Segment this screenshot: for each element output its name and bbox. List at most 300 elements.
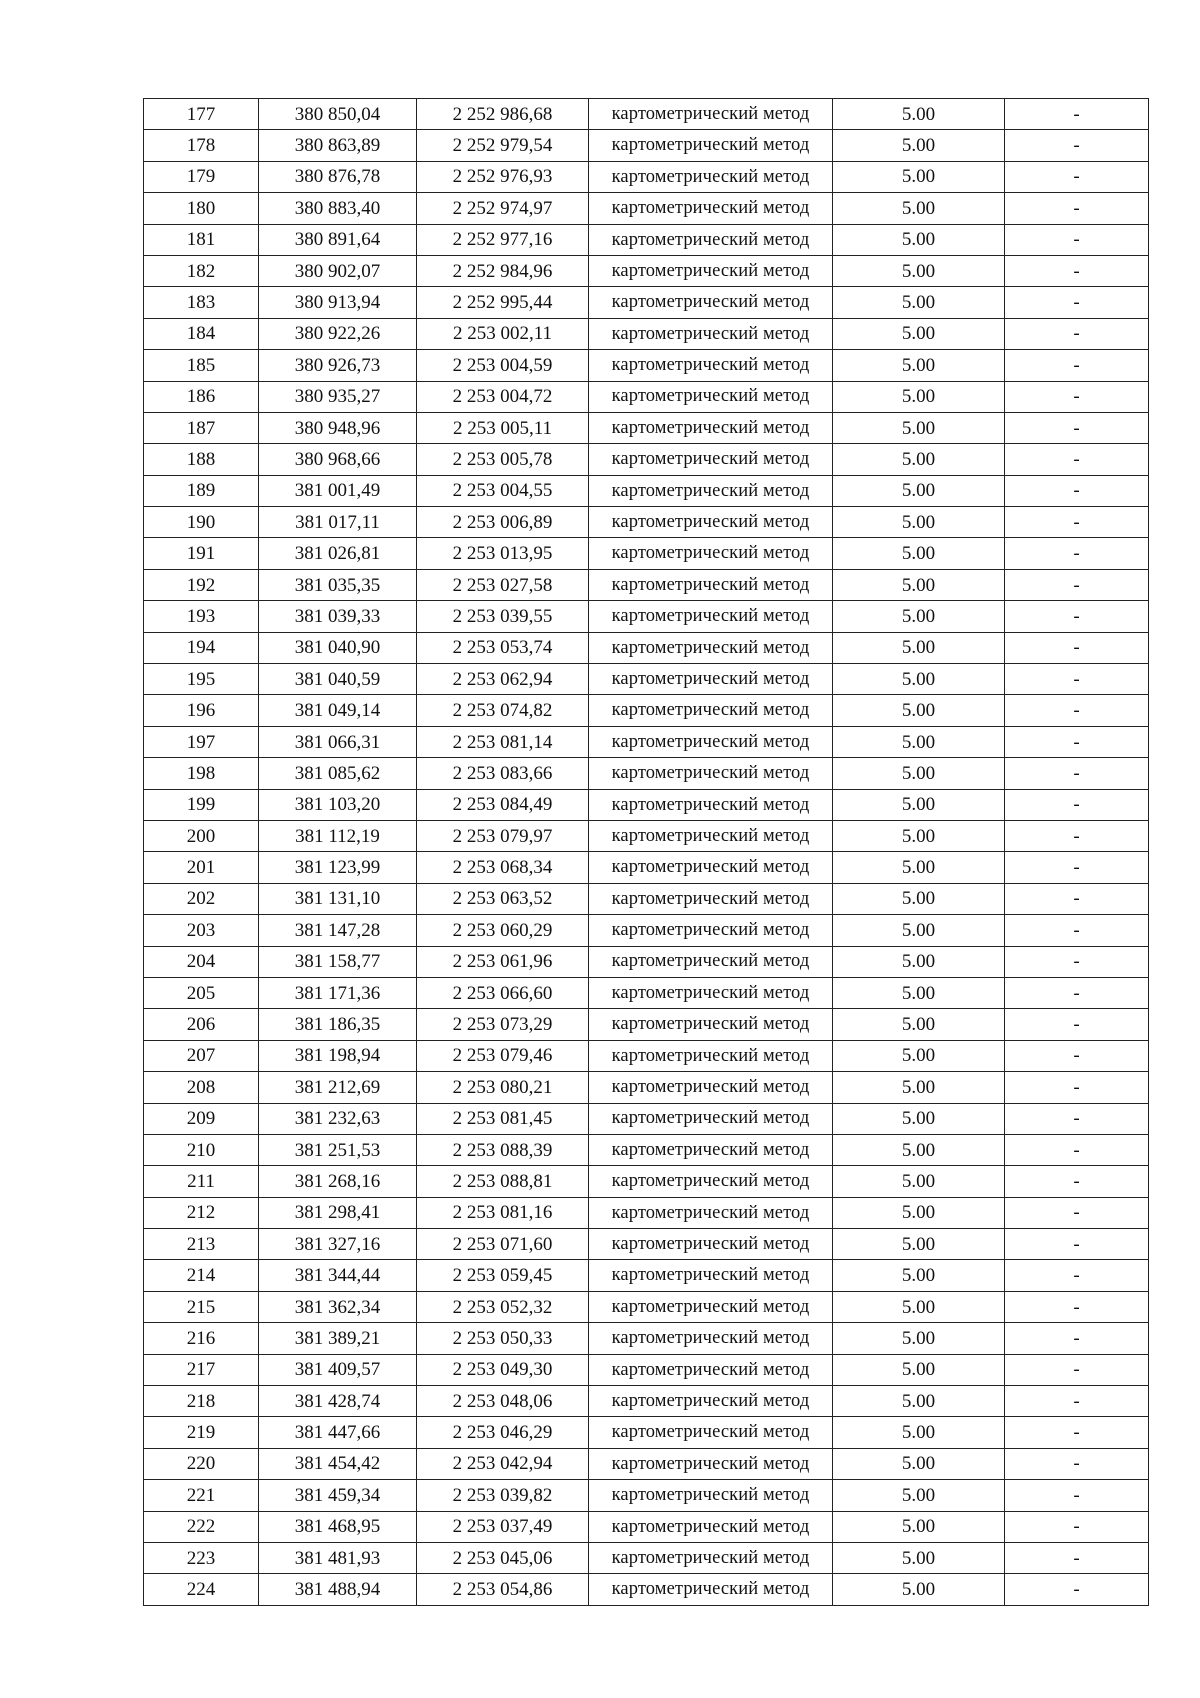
note-cell: -	[1005, 1009, 1149, 1040]
note-cell: -	[1005, 255, 1149, 286]
point-number-cell: 224	[144, 1574, 259, 1605]
accuracy-cell: 5.00	[833, 1197, 1005, 1228]
point-number-cell: 210	[144, 1134, 259, 1165]
x-coordinate-cell: 380 922,26	[259, 318, 417, 349]
x-coordinate-cell: 381 389,21	[259, 1323, 417, 1354]
note-cell: -	[1005, 1166, 1149, 1197]
table-row	[144, 1040, 1149, 1071]
point-number-cell: 199	[144, 789, 259, 820]
x-coordinate-cell: 381 039,33	[259, 601, 417, 632]
y-coordinate-cell: 2 253 080,21	[417, 1072, 589, 1103]
method-cell: картометрический метод	[589, 1040, 833, 1071]
note-cell: -	[1005, 569, 1149, 600]
x-coordinate-cell: 380 891,64	[259, 224, 417, 255]
accuracy-cell: 5.00	[833, 1072, 1005, 1103]
method-cell: картометрический метод	[589, 1197, 833, 1228]
table-row	[144, 1229, 1149, 1260]
table-row	[144, 1386, 1149, 1417]
accuracy-cell: 5.00	[833, 1542, 1005, 1573]
point-number-cell: 208	[144, 1072, 259, 1103]
accuracy-cell: 5.00	[833, 99, 1005, 130]
table-row	[144, 1323, 1149, 1354]
accuracy-cell: 5.00	[833, 224, 1005, 255]
x-coordinate-cell: 380 948,96	[259, 412, 417, 443]
accuracy-cell: 5.00	[833, 569, 1005, 600]
method-cell: картометрический метод	[589, 1166, 833, 1197]
table-row	[144, 1291, 1149, 1322]
note-cell: -	[1005, 444, 1149, 475]
note-cell: -	[1005, 632, 1149, 663]
y-coordinate-cell: 2 253 084,49	[417, 789, 589, 820]
point-number-cell: 184	[144, 318, 259, 349]
accuracy-cell: 5.00	[833, 381, 1005, 412]
table-row	[144, 1260, 1149, 1291]
note-cell: -	[1005, 1574, 1149, 1605]
note-cell: -	[1005, 726, 1149, 757]
point-number-cell: 195	[144, 664, 259, 695]
method-cell: картометрический метод	[589, 1354, 833, 1385]
table-row	[144, 1103, 1149, 1134]
x-coordinate-cell: 381 158,77	[259, 946, 417, 977]
method-cell: картометрический метод	[589, 1134, 833, 1165]
accuracy-cell: 5.00	[833, 1448, 1005, 1479]
accuracy-cell: 5.00	[833, 475, 1005, 506]
note-cell: -	[1005, 287, 1149, 318]
y-coordinate-cell: 2 253 046,29	[417, 1417, 589, 1448]
accuracy-cell: 5.00	[833, 350, 1005, 381]
note-cell: -	[1005, 507, 1149, 538]
table-row	[144, 758, 1149, 789]
y-coordinate-cell: 2 253 081,45	[417, 1103, 589, 1134]
method-cell: картометрический метод	[589, 726, 833, 757]
table-row	[144, 632, 1149, 663]
table-row	[144, 915, 1149, 946]
x-coordinate-cell: 381 066,31	[259, 726, 417, 757]
method-cell: картометрический метод	[589, 789, 833, 820]
table-row	[144, 820, 1149, 851]
method-cell: картометрический метод	[589, 538, 833, 569]
y-coordinate-cell: 2 252 977,16	[417, 224, 589, 255]
accuracy-cell: 5.00	[833, 1417, 1005, 1448]
x-coordinate-cell: 381 147,28	[259, 915, 417, 946]
y-coordinate-cell: 2 252 986,68	[417, 99, 589, 130]
y-coordinate-cell: 2 252 984,96	[417, 255, 589, 286]
x-coordinate-cell: 381 362,34	[259, 1291, 417, 1322]
y-coordinate-cell: 2 253 071,60	[417, 1229, 589, 1260]
point-number-cell: 215	[144, 1291, 259, 1322]
table-row	[144, 1448, 1149, 1479]
accuracy-cell: 5.00	[833, 1103, 1005, 1134]
method-cell: картометрический метод	[589, 977, 833, 1008]
x-coordinate-cell: 381 171,36	[259, 977, 417, 1008]
method-cell: картометрический метод	[589, 695, 833, 726]
x-coordinate-cell: 380 863,89	[259, 130, 417, 161]
accuracy-cell: 5.00	[833, 695, 1005, 726]
table-row	[144, 507, 1149, 538]
y-coordinate-cell: 2 252 995,44	[417, 287, 589, 318]
accuracy-cell: 5.00	[833, 412, 1005, 443]
method-cell: картометрический метод	[589, 915, 833, 946]
method-cell: картометрический метод	[589, 883, 833, 914]
accuracy-cell: 5.00	[833, 758, 1005, 789]
method-cell: картометрический метод	[589, 444, 833, 475]
x-coordinate-cell: 380 926,73	[259, 350, 417, 381]
table-row	[144, 1009, 1149, 1040]
point-number-cell: 209	[144, 1103, 259, 1134]
note-cell: -	[1005, 130, 1149, 161]
table-row	[144, 1542, 1149, 1573]
table-row	[144, 475, 1149, 506]
method-cell: картометрический метод	[589, 130, 833, 161]
note-cell: -	[1005, 224, 1149, 255]
accuracy-cell: 5.00	[833, 255, 1005, 286]
accuracy-cell: 5.00	[833, 193, 1005, 224]
point-number-cell: 188	[144, 444, 259, 475]
accuracy-cell: 5.00	[833, 287, 1005, 318]
x-coordinate-cell: 381 085,62	[259, 758, 417, 789]
table-row	[144, 883, 1149, 914]
y-coordinate-cell: 2 252 979,54	[417, 130, 589, 161]
note-cell: -	[1005, 852, 1149, 883]
point-number-cell: 190	[144, 507, 259, 538]
x-coordinate-cell: 381 268,16	[259, 1166, 417, 1197]
point-number-cell: 214	[144, 1260, 259, 1291]
method-cell: картометрический метод	[589, 1542, 833, 1573]
x-coordinate-cell: 381 409,57	[259, 1354, 417, 1385]
accuracy-cell: 5.00	[833, 820, 1005, 851]
y-coordinate-cell: 2 253 068,34	[417, 852, 589, 883]
method-cell: картометрический метод	[589, 224, 833, 255]
note-cell: -	[1005, 789, 1149, 820]
note-cell: -	[1005, 381, 1149, 412]
y-coordinate-cell: 2 253 002,11	[417, 318, 589, 349]
accuracy-cell: 5.00	[833, 946, 1005, 977]
note-cell: -	[1005, 1323, 1149, 1354]
point-number-cell: 216	[144, 1323, 259, 1354]
coordinates-table	[143, 98, 1149, 1606]
table-row	[144, 255, 1149, 286]
point-number-cell: 204	[144, 946, 259, 977]
accuracy-cell: 5.00	[833, 1166, 1005, 1197]
x-coordinate-cell: 381 454,42	[259, 1448, 417, 1479]
note-cell: -	[1005, 1354, 1149, 1385]
point-number-cell: 203	[144, 915, 259, 946]
method-cell: картометрический метод	[589, 946, 833, 977]
note-cell: -	[1005, 350, 1149, 381]
point-number-cell: 207	[144, 1040, 259, 1071]
point-number-cell: 219	[144, 1417, 259, 1448]
method-cell: картометрический метод	[589, 1072, 833, 1103]
point-number-cell: 222	[144, 1511, 259, 1542]
method-cell: картометрический метод	[589, 255, 833, 286]
table-row	[144, 946, 1149, 977]
note-cell: -	[1005, 1134, 1149, 1165]
method-cell: картометрический метод	[589, 1291, 833, 1322]
table-row	[144, 1072, 1149, 1103]
y-coordinate-cell: 2 253 037,49	[417, 1511, 589, 1542]
table-row	[144, 789, 1149, 820]
y-coordinate-cell: 2 253 066,60	[417, 977, 589, 1008]
x-coordinate-cell: 381 026,81	[259, 538, 417, 569]
table-row	[144, 1480, 1149, 1511]
method-cell: картометрический метод	[589, 820, 833, 851]
y-coordinate-cell: 2 253 005,78	[417, 444, 589, 475]
method-cell: картометрический метод	[589, 507, 833, 538]
x-coordinate-cell: 381 481,93	[259, 1542, 417, 1573]
x-coordinate-cell: 380 935,27	[259, 381, 417, 412]
point-number-cell: 198	[144, 758, 259, 789]
x-coordinate-cell: 381 488,94	[259, 1574, 417, 1605]
point-number-cell: 196	[144, 695, 259, 726]
accuracy-cell: 5.00	[833, 1386, 1005, 1417]
accuracy-cell: 5.00	[833, 538, 1005, 569]
x-coordinate-cell: 380 968,66	[259, 444, 417, 475]
note-cell: -	[1005, 99, 1149, 130]
x-coordinate-cell: 381 327,16	[259, 1229, 417, 1260]
point-number-cell: 182	[144, 255, 259, 286]
note-cell: -	[1005, 1542, 1149, 1573]
note-cell: -	[1005, 1197, 1149, 1228]
table-row	[144, 695, 1149, 726]
x-coordinate-cell: 381 040,59	[259, 664, 417, 695]
point-number-cell: 180	[144, 193, 259, 224]
point-number-cell: 218	[144, 1386, 259, 1417]
accuracy-cell: 5.00	[833, 444, 1005, 475]
point-number-cell: 194	[144, 632, 259, 663]
point-number-cell: 187	[144, 412, 259, 443]
note-cell: -	[1005, 1072, 1149, 1103]
accuracy-cell: 5.00	[833, 1040, 1005, 1071]
note-cell: -	[1005, 412, 1149, 443]
x-coordinate-cell: 381 017,11	[259, 507, 417, 538]
point-number-cell: 220	[144, 1448, 259, 1479]
note-cell: -	[1005, 1103, 1149, 1134]
table-row	[144, 381, 1149, 412]
y-coordinate-cell: 2 253 088,39	[417, 1134, 589, 1165]
x-coordinate-cell: 381 232,63	[259, 1103, 417, 1134]
point-number-cell: 223	[144, 1542, 259, 1573]
point-number-cell: 197	[144, 726, 259, 757]
y-coordinate-cell: 2 253 063,52	[417, 883, 589, 914]
x-coordinate-cell: 380 913,94	[259, 287, 417, 318]
method-cell: картометрический метод	[589, 381, 833, 412]
y-coordinate-cell: 2 253 004,59	[417, 350, 589, 381]
note-cell: -	[1005, 820, 1149, 851]
x-coordinate-cell: 381 344,44	[259, 1260, 417, 1291]
point-number-cell: 200	[144, 820, 259, 851]
accuracy-cell: 5.00	[833, 883, 1005, 914]
note-cell: -	[1005, 1386, 1149, 1417]
point-number-cell: 183	[144, 287, 259, 318]
point-number-cell: 201	[144, 852, 259, 883]
note-cell: -	[1005, 1417, 1149, 1448]
y-coordinate-cell: 2 253 081,14	[417, 726, 589, 757]
x-coordinate-cell: 381 103,20	[259, 789, 417, 820]
note-cell: -	[1005, 538, 1149, 569]
method-cell: картометрический метод	[589, 569, 833, 600]
method-cell: картометрический метод	[589, 287, 833, 318]
point-number-cell: 206	[144, 1009, 259, 1040]
note-cell: -	[1005, 1480, 1149, 1511]
x-coordinate-cell: 381 040,90	[259, 632, 417, 663]
y-coordinate-cell: 2 253 073,29	[417, 1009, 589, 1040]
y-coordinate-cell: 2 253 045,06	[417, 1542, 589, 1573]
accuracy-cell: 5.00	[833, 1574, 1005, 1605]
note-cell: -	[1005, 946, 1149, 977]
x-coordinate-cell: 381 298,41	[259, 1197, 417, 1228]
accuracy-cell: 5.00	[833, 1260, 1005, 1291]
note-cell: -	[1005, 1448, 1149, 1479]
x-coordinate-cell: 380 850,04	[259, 99, 417, 130]
table-row	[144, 412, 1149, 443]
method-cell: картометрический метод	[589, 1260, 833, 1291]
point-number-cell: 178	[144, 130, 259, 161]
x-coordinate-cell: 381 123,99	[259, 852, 417, 883]
method-cell: картометрический метод	[589, 1511, 833, 1542]
y-coordinate-cell: 2 253 079,97	[417, 820, 589, 851]
table-row	[144, 977, 1149, 1008]
y-coordinate-cell: 2 253 027,58	[417, 569, 589, 600]
note-cell: -	[1005, 883, 1149, 914]
table-row	[144, 1166, 1149, 1197]
method-cell: картометрический метод	[589, 632, 833, 663]
y-coordinate-cell: 2 253 079,46	[417, 1040, 589, 1071]
accuracy-cell: 5.00	[833, 601, 1005, 632]
point-number-cell: 211	[144, 1166, 259, 1197]
table-row	[144, 569, 1149, 600]
y-coordinate-cell: 2 253 083,66	[417, 758, 589, 789]
accuracy-cell: 5.00	[833, 977, 1005, 1008]
point-number-cell: 205	[144, 977, 259, 1008]
note-cell: -	[1005, 758, 1149, 789]
method-cell: картометрический метод	[589, 99, 833, 130]
accuracy-cell: 5.00	[833, 726, 1005, 757]
y-coordinate-cell: 2 253 062,94	[417, 664, 589, 695]
method-cell: картометрический метод	[589, 758, 833, 789]
x-coordinate-cell: 381 212,69	[259, 1072, 417, 1103]
table-row	[144, 1417, 1149, 1448]
y-coordinate-cell: 2 253 060,29	[417, 915, 589, 946]
y-coordinate-cell: 2 253 050,33	[417, 1323, 589, 1354]
accuracy-cell: 5.00	[833, 789, 1005, 820]
method-cell: картометрический метод	[589, 1480, 833, 1511]
x-coordinate-cell: 381 198,94	[259, 1040, 417, 1071]
point-number-cell: 181	[144, 224, 259, 255]
table-row	[144, 1511, 1149, 1542]
method-cell: картометрический метод	[589, 475, 833, 506]
y-coordinate-cell: 2 253 074,82	[417, 695, 589, 726]
x-coordinate-cell: 381 447,66	[259, 1417, 417, 1448]
point-number-cell: 177	[144, 99, 259, 130]
y-coordinate-cell: 2 253 048,06	[417, 1386, 589, 1417]
point-number-cell: 217	[144, 1354, 259, 1385]
accuracy-cell: 5.00	[833, 1511, 1005, 1542]
point-number-cell: 189	[144, 475, 259, 506]
point-number-cell: 202	[144, 883, 259, 914]
x-coordinate-cell: 381 035,35	[259, 569, 417, 600]
note-cell: -	[1005, 664, 1149, 695]
table-row	[144, 287, 1149, 318]
table-row	[144, 318, 1149, 349]
note-cell: -	[1005, 695, 1149, 726]
accuracy-cell: 5.00	[833, 318, 1005, 349]
method-cell: картометрический метод	[589, 193, 833, 224]
table-row	[144, 538, 1149, 569]
accuracy-cell: 5.00	[833, 1134, 1005, 1165]
point-number-cell: 213	[144, 1229, 259, 1260]
method-cell: картометрический метод	[589, 1009, 833, 1040]
method-cell: картометрический метод	[589, 1417, 833, 1448]
x-coordinate-cell: 381 049,14	[259, 695, 417, 726]
y-coordinate-cell: 2 253 052,32	[417, 1291, 589, 1322]
method-cell: картометрический метод	[589, 1229, 833, 1260]
method-cell: картометрический метод	[589, 1103, 833, 1134]
note-cell: -	[1005, 1511, 1149, 1542]
note-cell: -	[1005, 475, 1149, 506]
accuracy-cell: 5.00	[833, 1291, 1005, 1322]
table-row	[144, 726, 1149, 757]
note-cell: -	[1005, 161, 1149, 192]
x-coordinate-cell: 381 131,10	[259, 883, 417, 914]
y-coordinate-cell: 2 253 059,45	[417, 1260, 589, 1291]
table-row	[144, 350, 1149, 381]
accuracy-cell: 5.00	[833, 1229, 1005, 1260]
y-coordinate-cell: 2 252 976,93	[417, 161, 589, 192]
x-coordinate-cell: 380 876,78	[259, 161, 417, 192]
y-coordinate-cell: 2 253 049,30	[417, 1354, 589, 1385]
accuracy-cell: 5.00	[833, 130, 1005, 161]
note-cell: -	[1005, 601, 1149, 632]
accuracy-cell: 5.00	[833, 1323, 1005, 1354]
note-cell: -	[1005, 193, 1149, 224]
table-row	[144, 601, 1149, 632]
point-number-cell: 221	[144, 1480, 259, 1511]
point-number-cell: 186	[144, 381, 259, 412]
table-row	[144, 444, 1149, 475]
point-number-cell: 193	[144, 601, 259, 632]
x-coordinate-cell: 381 468,95	[259, 1511, 417, 1542]
method-cell: картометрический метод	[589, 601, 833, 632]
method-cell: картометрический метод	[589, 161, 833, 192]
method-cell: картометрический метод	[589, 852, 833, 883]
y-coordinate-cell: 2 253 013,95	[417, 538, 589, 569]
y-coordinate-cell: 2 253 005,11	[417, 412, 589, 443]
accuracy-cell: 5.00	[833, 632, 1005, 663]
accuracy-cell: 5.00	[833, 852, 1005, 883]
y-coordinate-cell: 2 253 053,74	[417, 632, 589, 663]
table-row	[144, 1354, 1149, 1385]
point-number-cell: 185	[144, 350, 259, 381]
y-coordinate-cell: 2 253 042,94	[417, 1448, 589, 1479]
y-coordinate-cell: 2 253 039,55	[417, 601, 589, 632]
point-number-cell: 191	[144, 538, 259, 569]
y-coordinate-cell: 2 253 081,16	[417, 1197, 589, 1228]
point-number-cell: 179	[144, 161, 259, 192]
table-row	[144, 664, 1149, 695]
note-cell: -	[1005, 915, 1149, 946]
method-cell: картометрический метод	[589, 1574, 833, 1605]
note-cell: -	[1005, 318, 1149, 349]
y-coordinate-cell: 2 253 088,81	[417, 1166, 589, 1197]
y-coordinate-cell: 2 252 974,97	[417, 193, 589, 224]
accuracy-cell: 5.00	[833, 1009, 1005, 1040]
y-coordinate-cell: 2 253 039,82	[417, 1480, 589, 1511]
method-cell: картометрический метод	[589, 412, 833, 443]
method-cell: картометрический метод	[589, 664, 833, 695]
x-coordinate-cell: 381 428,74	[259, 1386, 417, 1417]
accuracy-cell: 5.00	[833, 507, 1005, 538]
y-coordinate-cell: 2 253 004,72	[417, 381, 589, 412]
